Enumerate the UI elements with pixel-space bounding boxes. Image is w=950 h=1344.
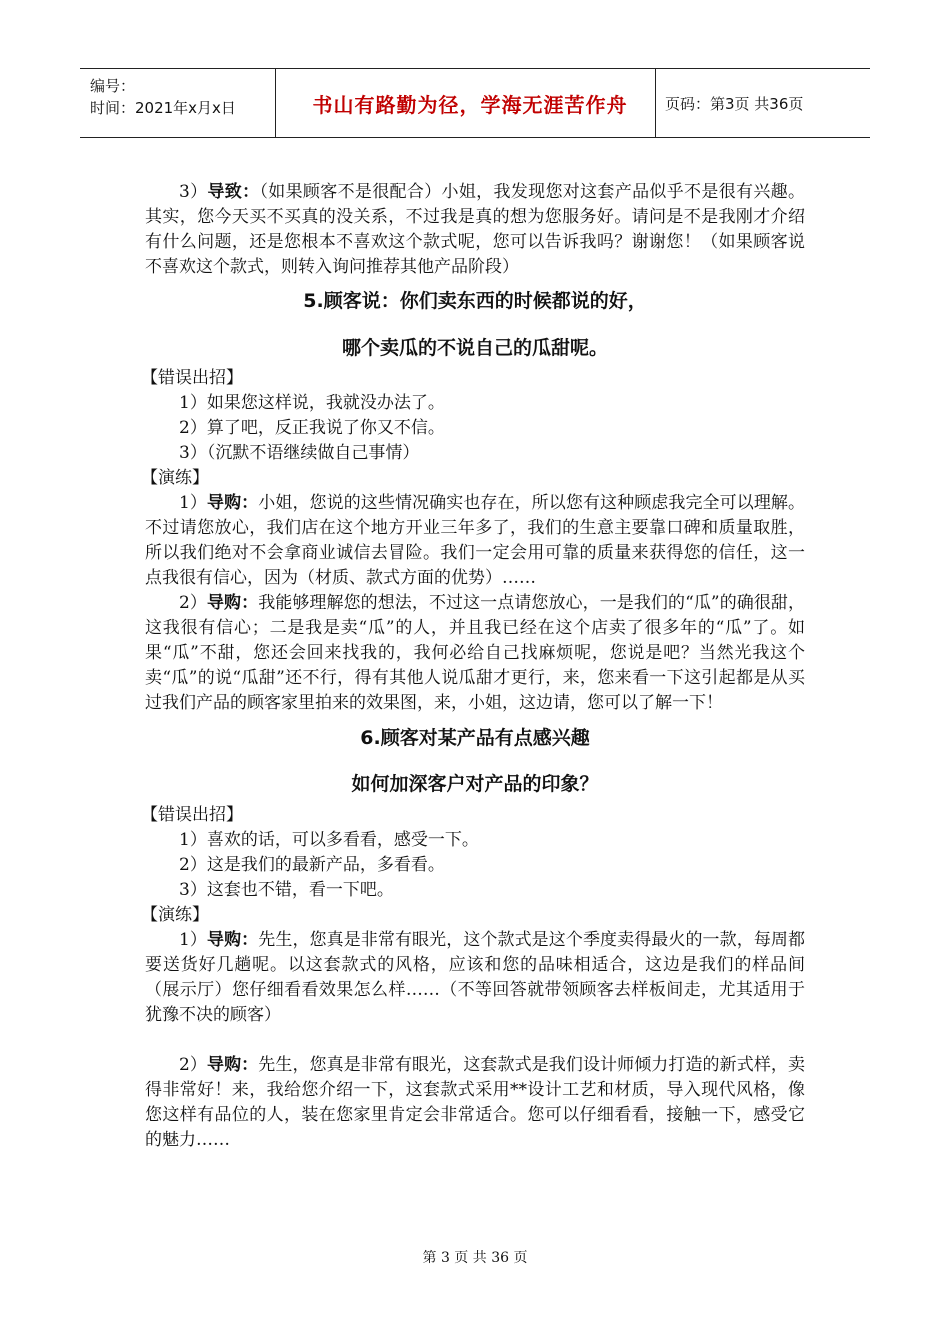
document-body: [141, 180, 806, 1153]
paragraph: [145, 1053, 805, 1153]
paragraph-text: 我能够理解您的想法，不过这一点请您放心，一是我们的“瓜”的确很甜，这我很有信心；二是我是卖“瓜”的人，并且我已经在这个店卖了很多年的“瓜”了。如果“瓜”不甜，您还会回来找我的，我何必给自己找麻烦呢，您说是吧？当然光我这个卖“瓜”的说“瓜甜”还不行，得有其他人说瓜甜才更行，来，您来看一下这引起都是从买过我们产品的顾客家里拍来的效果图，来，小姐，这边请，您可以了解一下！: [145, 593, 805, 713]
mistakes-label: 【错误出招】: [141, 805, 243, 825]
list-item: 2）这是我们的最新产品，多看看。: [179, 855, 445, 875]
bold-label: 导购：: [207, 930, 259, 950]
paragraph: [145, 491, 805, 591]
section-title: 6.顾客对某产品有点感兴趣: [360, 727, 590, 749]
mistakes-label: 【错误出招】: [141, 368, 243, 388]
bold-label: 导购：: [207, 493, 259, 513]
paragraph-text: 先生，您真是非常有眼光，这套款式是我们设计师倾力打造的新式样，卖得非常好！来，我给您介绍一下，这套款式采用**设计工艺和材质，导入现代风格，像您这样有品位的人，装在您家里肯定会非常适合。您可以仔细看看，接触一下，感受它的魅力……: [145, 1055, 805, 1150]
header-divider: [655, 69, 656, 137]
list-item: 2）算了吧，反正我说了你又不信。: [179, 418, 445, 438]
page-header: [80, 68, 870, 138]
paragraph: [145, 180, 805, 280]
item-number: 2）: [179, 1055, 207, 1075]
section-title: 5.顾客说：你们卖东西的时候都说的好，: [303, 290, 647, 312]
paragraph-text: （如果顾客不是很配合）小姐，我发现您对这套产品似乎不是很有兴趣。其实，您今天买不买真的没关系，不过我是真的想为您服务好。请问是不是我刚才介绍有什么问题，还是您根本不喜欢这个款式呢，您可以告诉我吗？谢谢您！（如果顾客说不喜欢这个款式，则转入询问推荐其他产品阶段）: [145, 182, 806, 277]
page-footer: 第 3 页 共 36 页: [422, 1250, 528, 1266]
item-number: 2）: [179, 593, 207, 613]
section-title: 如何加深客户对产品的印象？: [351, 773, 599, 795]
document-number: 编号：: [90, 77, 136, 95]
section-title: 哪个卖瓜的不说自己的瓜甜呢。: [341, 337, 608, 359]
header-motto: 书山有路勤为径，学海无涯苦作舟: [312, 92, 628, 117]
paragraph: [145, 591, 805, 716]
paragraph-text: 先生，您真是非常有眼光，这个款式是这个季度卖得最火的一款，每周都要送货好几趟呢。以这套款式的风格，应该和您的品味相适合，这边是我们的样品间（展示厅）您仔细看看效果怎么样……（不等回答就带领顾客去样板间走，尤其适用于犹豫不决的顾客）: [145, 930, 805, 1025]
list-item: 3）（沉默不语继续做自己事情）: [179, 443, 420, 463]
item-number: 1）: [179, 930, 207, 950]
list-item: 1）如果您这样说，我就没办法了。: [179, 393, 445, 413]
item-number: 3）: [179, 182, 208, 202]
document-date: 时间：2021年x月x日: [90, 99, 236, 117]
practice-label: 【演练】: [141, 905, 209, 925]
practice-label: 【演练】: [141, 468, 209, 488]
bold-label: 导购：: [207, 1055, 259, 1075]
header-meta: [90, 75, 236, 119]
bold-label: 导致：: [207, 182, 260, 202]
paragraph-text: 小姐，您说的这些情况确实也存在，所以您有这种顾虑我完全可以理解。不过请您放心，我们店在这个地方开业三年多了，我们的生意主要靠口碑和质量取胜，所以我们绝对不会拿商业诚信去冒险。我们一定会用可靠的质量来获得您的信任，这一点我很有信心，因为（材质、款式方面的优势）……: [145, 493, 805, 588]
header-divider: [275, 69, 276, 137]
header-page-info: 页码：第3页 共36页: [665, 94, 804, 113]
paragraph: [145, 928, 805, 1028]
item-number: 1）: [179, 493, 207, 513]
bold-label: 导购：: [206, 593, 259, 613]
list-item: 1）喜欢的话，可以多看看，感受一下。: [179, 830, 479, 850]
list-item: 3）这套也不错，看一下吧。: [179, 880, 394, 900]
